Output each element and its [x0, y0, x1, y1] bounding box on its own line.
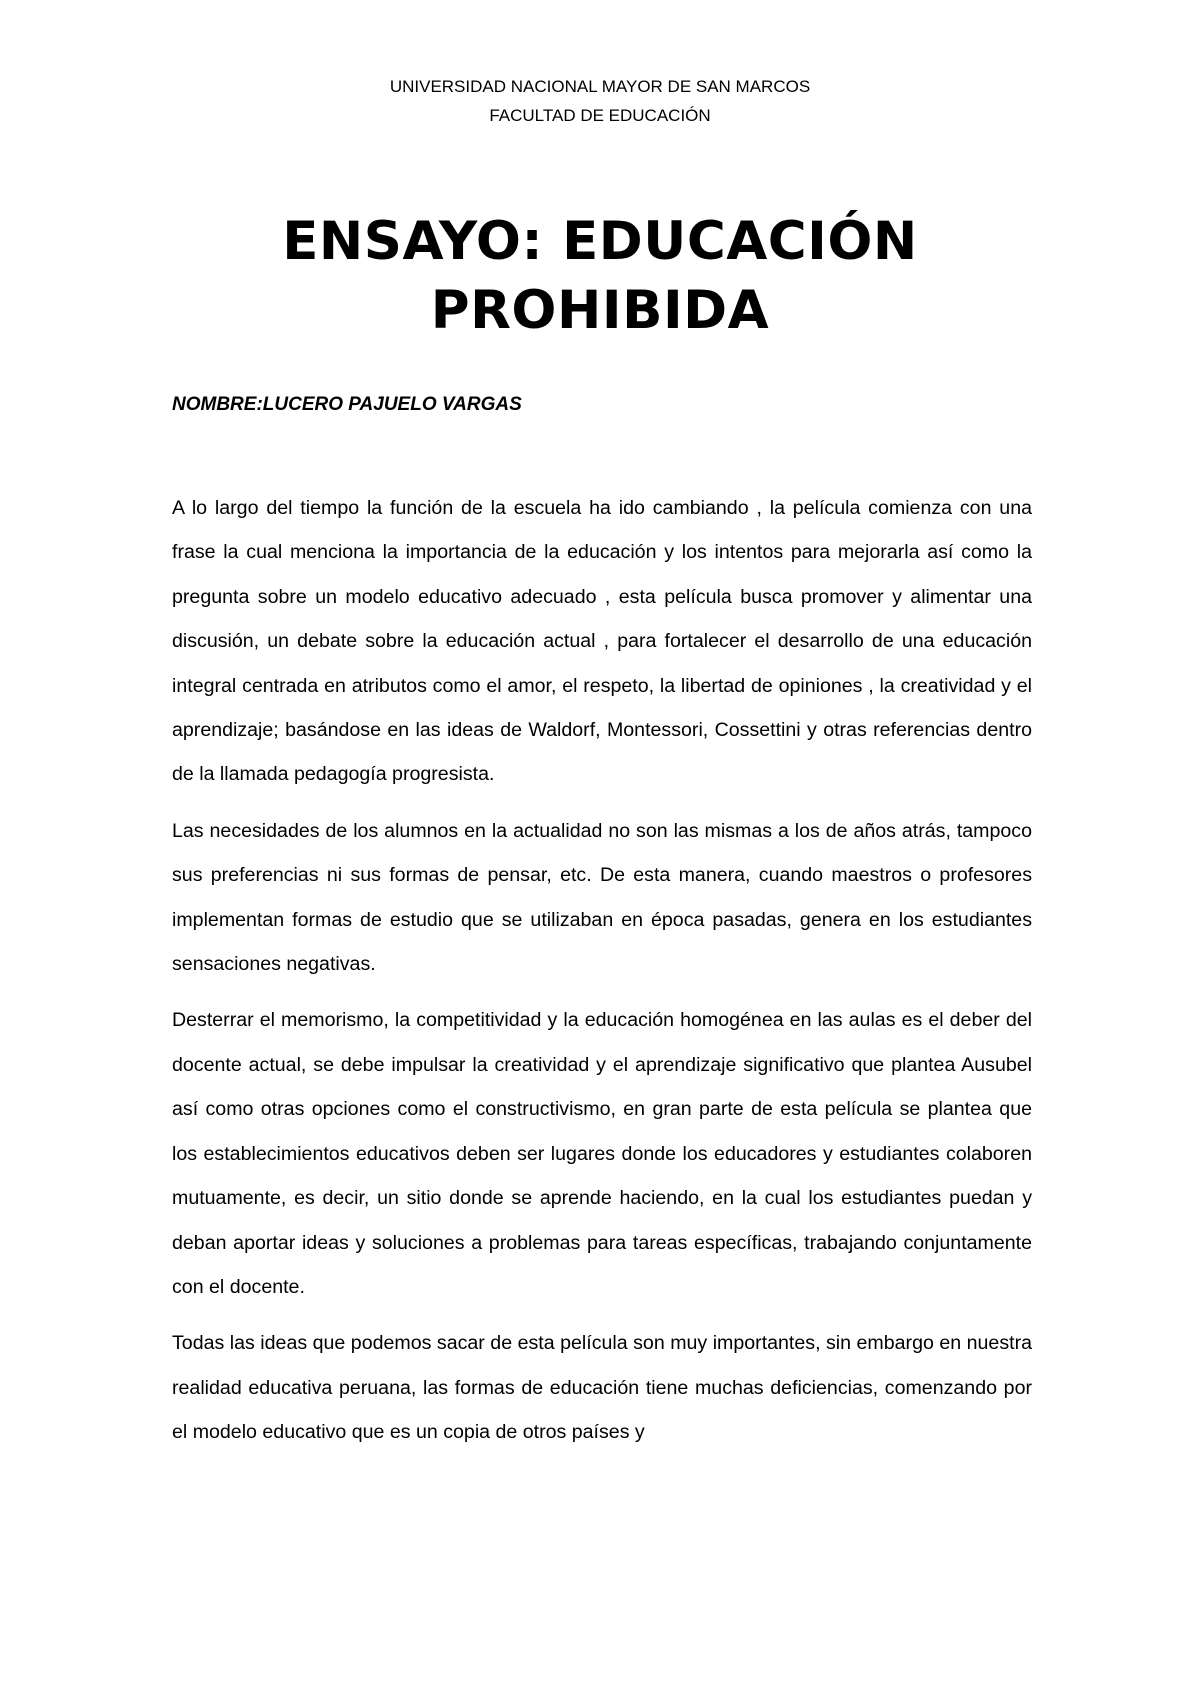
essay-title-line-1: ENSAYO: EDUCACIÓN [282, 211, 918, 272]
author-name: NOMBRE:LUCERO PAJUELO VARGAS [172, 394, 522, 415]
essay-body [172, 486, 1032, 1455]
paragraph-2: Las necesidades de los alumnos en la actualidad no son las mismas a los de años atrás, tampoco sus preferencias ni sus formas de pensar, etc. De esta manera, cuando maestros o profesores implementan formas de estudio que se utilizaban en época pasadas, genera en los estudiantes sensaciones negativas. [172, 819, 1032, 976]
essay-title-line-2: PROHIBIDA [430, 280, 770, 341]
paragraph-1: A lo largo del tiempo la función de la escuela ha ido cambiando , la película comienza con una frase la cual menciona la importancia de la educación y los intentos para mejorarla así como la pregunta sobre un modelo educativo adecuado , esta película busca promover y alimentar una discusión, un debate sobre la educación actual , para fortalecer el desarrollo de una educación integral centrada en atributos como el amor, el respeto, la libertad de opiniones , la creatividad y el aprendizaje; basándose en las ideas de Waldorf, Montessori, Cossettini y otras referencias dentro de la llamada pedagogía progresista. [172, 497, 1032, 786]
faculty-name: FACULTAD DE EDUCACIÓN [489, 106, 711, 125]
paragraph-4: Todas las ideas que podemos sacar de esta película son muy importantes, sin embargo en nuestra realidad educativa peruana, las formas de educación tiene muchas deficiencias, comenzando por el modelo educativo que es un copia de otros países y [172, 1332, 1032, 1444]
essay-title [0, 207, 1200, 345]
paragraph-3: Desterrar el memorismo, la competitividad y la educación homogénea en las aulas es el deber del docente actual, se debe impulsar la creatividad y el aprendizaje significativo que plantea Ausubel así como otras opciones como el constructivismo, en gran parte de esta película se plantea que los establecimientos educativos deben ser lugares donde los educadores y estudiantes colaboren mutuamente, es decir, un sitio donde se aprende haciendo, en la cual los estudiantes puedan y deban aportar ideas y soluciones a problemas para tareas específicas, trabajando conjuntamente con el docente. [172, 1009, 1032, 1298]
document-header [0, 72, 1200, 130]
university-name: UNIVERSIDAD NACIONAL MAYOR DE SAN MARCOS [389, 77, 811, 96]
